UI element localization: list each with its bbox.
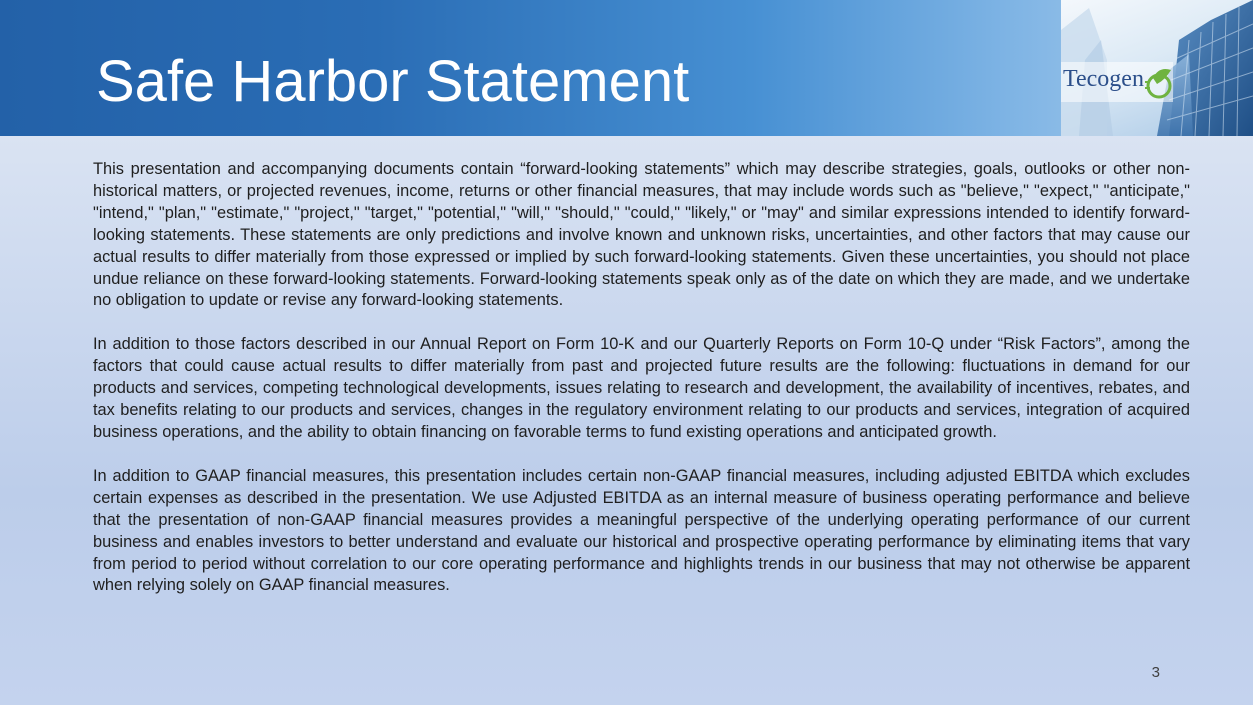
page-title: Safe Harbor Statement <box>96 49 690 114</box>
paragraph-non-gaap: In addition to GAAP financial measures, this presentation includes certain non-GAAP financial measures, including adjusted EBITDA which excludes certain expenses as described in the presentation. We use Adjusted EBITDA as an internal measure of business operating performance and believe that the presentation of non-GAAP financial measures provides a meaningful perspective of the underlying operating performance of our current business and enables investors to better understand and evaluate our historical and prospective operating performance by eliminating items that vary from period to period without correlation to our core operating performance and highlights trends in our business that may not otherwise be apparent when relying solely on GAAP financial measures. <box>93 466 1190 595</box>
paragraph-risk-factors: In addition to those factors described in our Annual Report on Form 10-K and our Quarterly Reports on Form 10-Q under “Risk Factors”, among the factors that could cause actual results to differ materially from past and projected future results are the following: fluctuations in demand for our products and services, competing technological developments, issues relating to research and development, the availability of incentives, rebates, and tax benefits relating to our products and services, changes in the regulatory environment relating to our products and services, integration of acquired business operations, and the ability to obtain financing on favorable terms to fund existing operations and anticipated growth. <box>93 335 1190 441</box>
logo-wordmark: Tecogen <box>1063 66 1144 92</box>
paragraph-forward-looking: This presentation and accompanying documents contain “forward-looking statements” which may describe strategies, goals, outlooks or other non-historical matters, or projected revenues, income, returns or other financial measures, that may include words such as "believe," "expect," "anticipate," "intend," "plan," "estimate," "project," "target," "potential," "will," "should," "could," "likely," or "may" and similar expressions intended to identify forward-looking statements. These statements are only predictions and involve known and unknown risks, uncertainties, and other factors that may cause our actual results to differ materially from those expressed or implied by such forward-looking statements. Given these uncertainties, you should not place undue reliance on these forward-looking statements. Forward-looking statements speak only as of the date on which they are made, and we undertake no obligation to update or revise any forward-looking statements. <box>93 160 1190 310</box>
building-background-image <box>1061 0 1253 136</box>
logo-panel <box>1061 0 1253 136</box>
page-number: 3 <box>1151 664 1160 681</box>
statement-body <box>93 159 1190 619</box>
